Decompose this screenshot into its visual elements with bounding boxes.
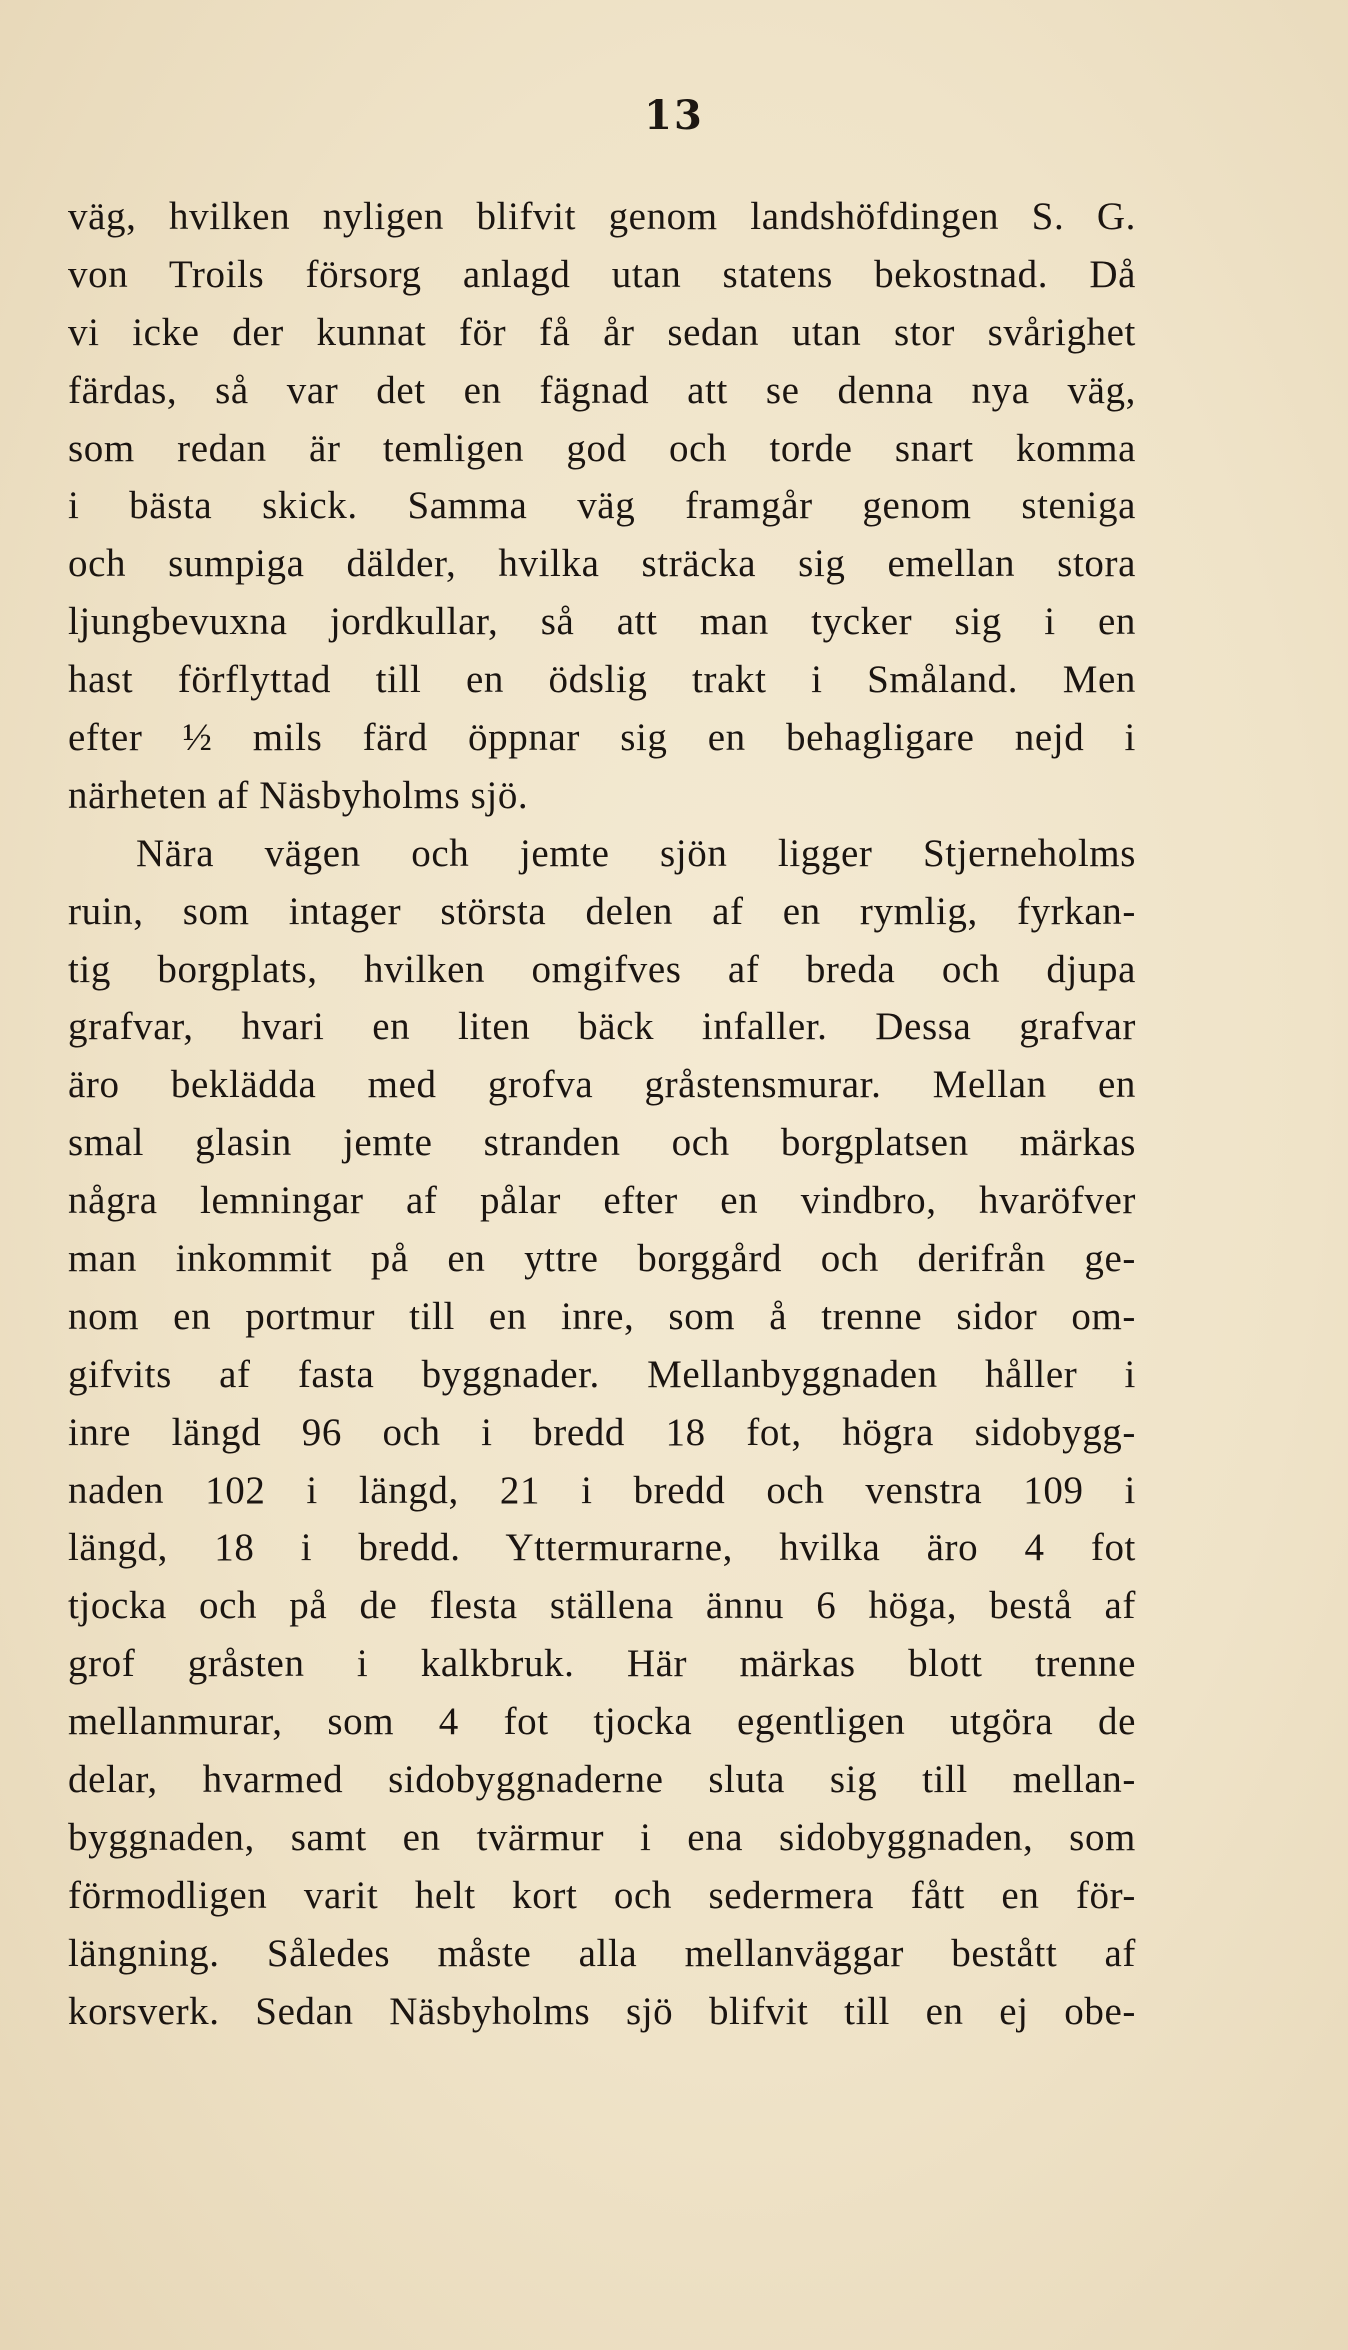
text-line: några lemningar af pålar efter en vindbro, hvaröfver	[68, 1179, 1136, 1223]
text-line: man inkommit på en yttre borggård och derifrån ge-	[68, 1237, 1136, 1281]
text-line: väg, hvilken nyligen blifvit genom landshöfdingen S. G.	[68, 195, 1136, 238]
text-line-paragraph-start: Nära vägen och jemte sjön ligger Stjerneholms	[136, 831, 1136, 875]
text-line: förmodligen varit helt kort och sedermera fått en för-	[68, 1873, 1136, 1917]
text-line: i bästa skick. Samma väg framgår genom steniga	[68, 484, 1136, 528]
text-line: ruin, som intager största delen af en rymlig, fyrkan-	[68, 889, 1136, 933]
text-line: vi icke der kunnat för få år sedan utan stor svårighet	[68, 310, 1136, 354]
text-line: närheten af Näsbyholms sjö.	[68, 773, 529, 817]
text-line: gifvits af fasta byggnader. Mellanbyggnaden håller i	[68, 1352, 1136, 1396]
body-text	[68, 188, 1136, 2041]
text-line: von Troils försorg anlagd utan statens bekostnad. Då	[68, 252, 1136, 296]
text-line: mellanmurar, som 4 fot tjocka egentligen utgöra de	[68, 1700, 1136, 1744]
page-number: 13	[644, 92, 704, 139]
text-line: tjocka och på de flesta ställena ännu 6 höga, bestå af	[68, 1584, 1136, 1628]
text-line: och sumpiga dälder, hvilka sträcka sig emellan stora	[68, 542, 1136, 586]
text-line: tig borgplats, hvilken omgifves af breda och djupa	[68, 947, 1136, 991]
text-line: längd, 18 i bredd. Yttermurarne, hvilka äro 4 fot	[68, 1526, 1136, 1570]
text-line: efter ½ mils färd öppnar sig en behagligare nejd i	[68, 716, 1136, 760]
text-line: korsverk. Sedan Näsbyholms sjö blifvit till en ej obe-	[68, 1989, 1136, 2033]
text-line: färdas, så var det en fägnad att se denna nya väg,	[68, 368, 1136, 412]
text-line: byggnaden, samt en tvärmur i ena sidobyggnaden, som	[68, 1815, 1136, 1859]
text-line: hast förflyttad till en ödslig trakt i Småland. Men	[68, 658, 1136, 702]
text-line: äro beklädda med grofva gråstensmurar. Mellan en	[68, 1063, 1136, 1107]
text-line: ljungbevuxna jordkullar, så att man tycker sig i en	[68, 600, 1136, 644]
text-line: som redan är temligen god och torde snart komma	[68, 426, 1136, 470]
text-line: längning. Således måste alla mellanväggar bestått af	[68, 1931, 1136, 1975]
text-line: smal glasin jemte stranden och borgplatsen märkas	[68, 1121, 1136, 1165]
text-line: grof gråsten i kalkbruk. Här märkas blott trenne	[68, 1642, 1136, 1686]
text-line: grafvar, hvari en liten bäck infaller. Dessa grafvar	[68, 1005, 1136, 1049]
text-line: nom en portmur till en inre, som å trenne sidor om-	[68, 1294, 1136, 1338]
text-line: inre längd 96 och i bredd 18 fot, högra sidobygg-	[68, 1410, 1136, 1454]
text-line: naden 102 i längd, 21 i bredd och venstra 109 i	[68, 1468, 1136, 1512]
text-line: delar, hvarmed sidobyggnaderne sluta sig till mellan-	[68, 1758, 1136, 1802]
